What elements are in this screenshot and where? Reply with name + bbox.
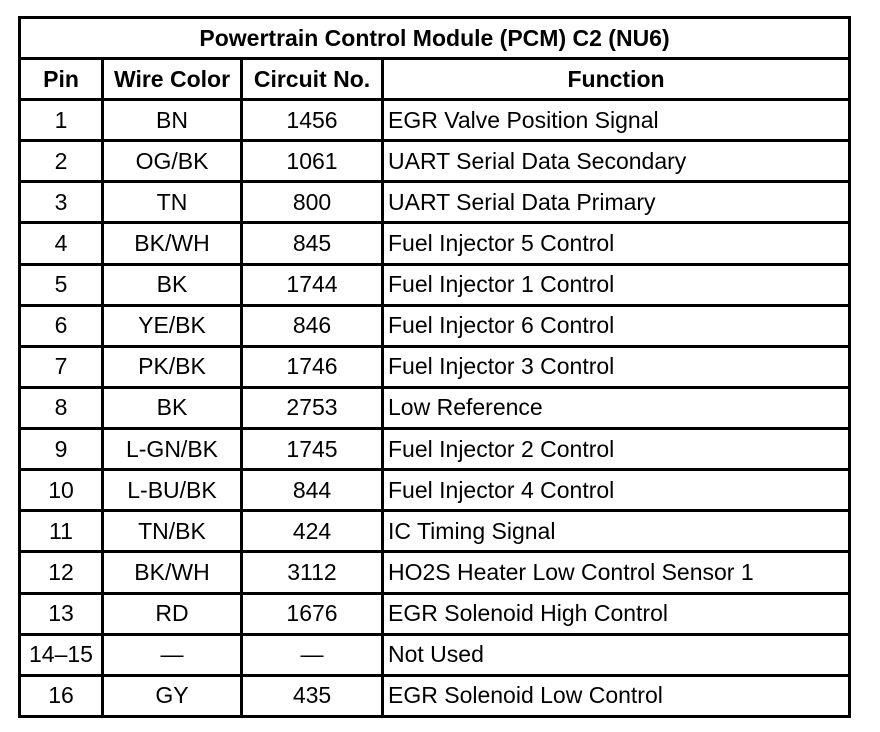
- pin-cell: 16: [20, 675, 103, 716]
- wire-color-cell: PK/BK: [103, 346, 242, 387]
- table-row: [20, 223, 850, 264]
- wire-color-cell: L-GN/BK: [103, 429, 242, 470]
- circuit-no-cell: 1745: [242, 429, 383, 470]
- table-header-row: [20, 59, 850, 100]
- function-cell: Fuel Injector 5 Control: [383, 223, 850, 264]
- wire-color-cell: BK/WH: [103, 552, 242, 593]
- pin-cell: 6: [20, 305, 103, 346]
- wire-color-cell: BN: [103, 100, 242, 141]
- table-row: [20, 346, 850, 387]
- function-cell: Fuel Injector 4 Control: [383, 470, 850, 511]
- header-function: Function: [383, 59, 850, 100]
- pin-cell: 9: [20, 429, 103, 470]
- pin-cell: 10: [20, 470, 103, 511]
- wire-color-cell: —: [103, 634, 242, 675]
- header-pin: Pin: [20, 59, 103, 100]
- function-cell: Fuel Injector 1 Control: [383, 264, 850, 305]
- wire-color-cell: TN/BK: [103, 511, 242, 552]
- circuit-no-cell: 1744: [242, 264, 383, 305]
- table-row: [20, 305, 850, 346]
- table-row: [20, 634, 850, 675]
- function-cell: EGR Valve Position Signal: [383, 100, 850, 141]
- circuit-no-cell: 1746: [242, 346, 383, 387]
- table-row: [20, 100, 850, 141]
- pin-cell: 12: [20, 552, 103, 593]
- pin-cell: 4: [20, 223, 103, 264]
- circuit-no-cell: 3112: [242, 552, 383, 593]
- function-cell: UART Serial Data Primary: [383, 182, 850, 223]
- function-cell: EGR Solenoid High Control: [383, 593, 850, 634]
- pin-cell: 13: [20, 593, 103, 634]
- wire-color-cell: L-BU/BK: [103, 470, 242, 511]
- wire-color-cell: GY: [103, 675, 242, 716]
- circuit-no-cell: 844: [242, 470, 383, 511]
- pin-cell: 7: [20, 346, 103, 387]
- wire-color-cell: BK: [103, 387, 242, 428]
- pcm-connector-table: [18, 16, 851, 718]
- wire-color-cell: BK: [103, 264, 242, 305]
- table-row: [20, 511, 850, 552]
- header-circuit-no: Circuit No.: [242, 59, 383, 100]
- function-cell: IC Timing Signal: [383, 511, 850, 552]
- function-cell: Fuel Injector 6 Control: [383, 305, 850, 346]
- table-row: [20, 429, 850, 470]
- pin-cell: 3: [20, 182, 103, 223]
- wire-color-cell: TN: [103, 182, 242, 223]
- function-cell: UART Serial Data Secondary: [383, 141, 850, 182]
- function-cell: Not Used: [383, 634, 850, 675]
- table-row: [20, 387, 850, 428]
- circuit-no-cell: 1061: [242, 141, 383, 182]
- table-row: [20, 675, 850, 716]
- table-row: [20, 141, 850, 182]
- circuit-no-cell: 1676: [242, 593, 383, 634]
- function-cell: HO2S Heater Low Control Sensor 1: [383, 552, 850, 593]
- wire-color-cell: OG/BK: [103, 141, 242, 182]
- circuit-no-cell: 846: [242, 305, 383, 346]
- table-title: Powertrain Control Module (PCM) C2 (NU6): [20, 18, 850, 59]
- circuit-no-cell: 800: [242, 182, 383, 223]
- circuit-no-cell: 2753: [242, 387, 383, 428]
- pin-cell: 2: [20, 141, 103, 182]
- table-row: [20, 182, 850, 223]
- circuit-no-cell: 424: [242, 511, 383, 552]
- table-body: [20, 100, 850, 717]
- pin-cell: 1: [20, 100, 103, 141]
- wire-color-cell: YE/BK: [103, 305, 242, 346]
- wire-color-cell: RD: [103, 593, 242, 634]
- function-cell: Fuel Injector 2 Control: [383, 429, 850, 470]
- pin-cell: 5: [20, 264, 103, 305]
- function-cell: EGR Solenoid Low Control: [383, 675, 850, 716]
- pin-cell: 14–15: [20, 634, 103, 675]
- circuit-no-cell: —: [242, 634, 383, 675]
- circuit-no-cell: 1456: [242, 100, 383, 141]
- header-wire-color: Wire Color: [103, 59, 242, 100]
- function-cell: Low Reference: [383, 387, 850, 428]
- pin-cell: 8: [20, 387, 103, 428]
- table-row: [20, 552, 850, 593]
- table-row: [20, 470, 850, 511]
- table-row: [20, 593, 850, 634]
- circuit-no-cell: 845: [242, 223, 383, 264]
- pin-cell: 11: [20, 511, 103, 552]
- function-cell: Fuel Injector 3 Control: [383, 346, 850, 387]
- wire-color-cell: BK/WH: [103, 223, 242, 264]
- table-title-row: [20, 18, 850, 59]
- table-row: [20, 264, 850, 305]
- circuit-no-cell: 435: [242, 675, 383, 716]
